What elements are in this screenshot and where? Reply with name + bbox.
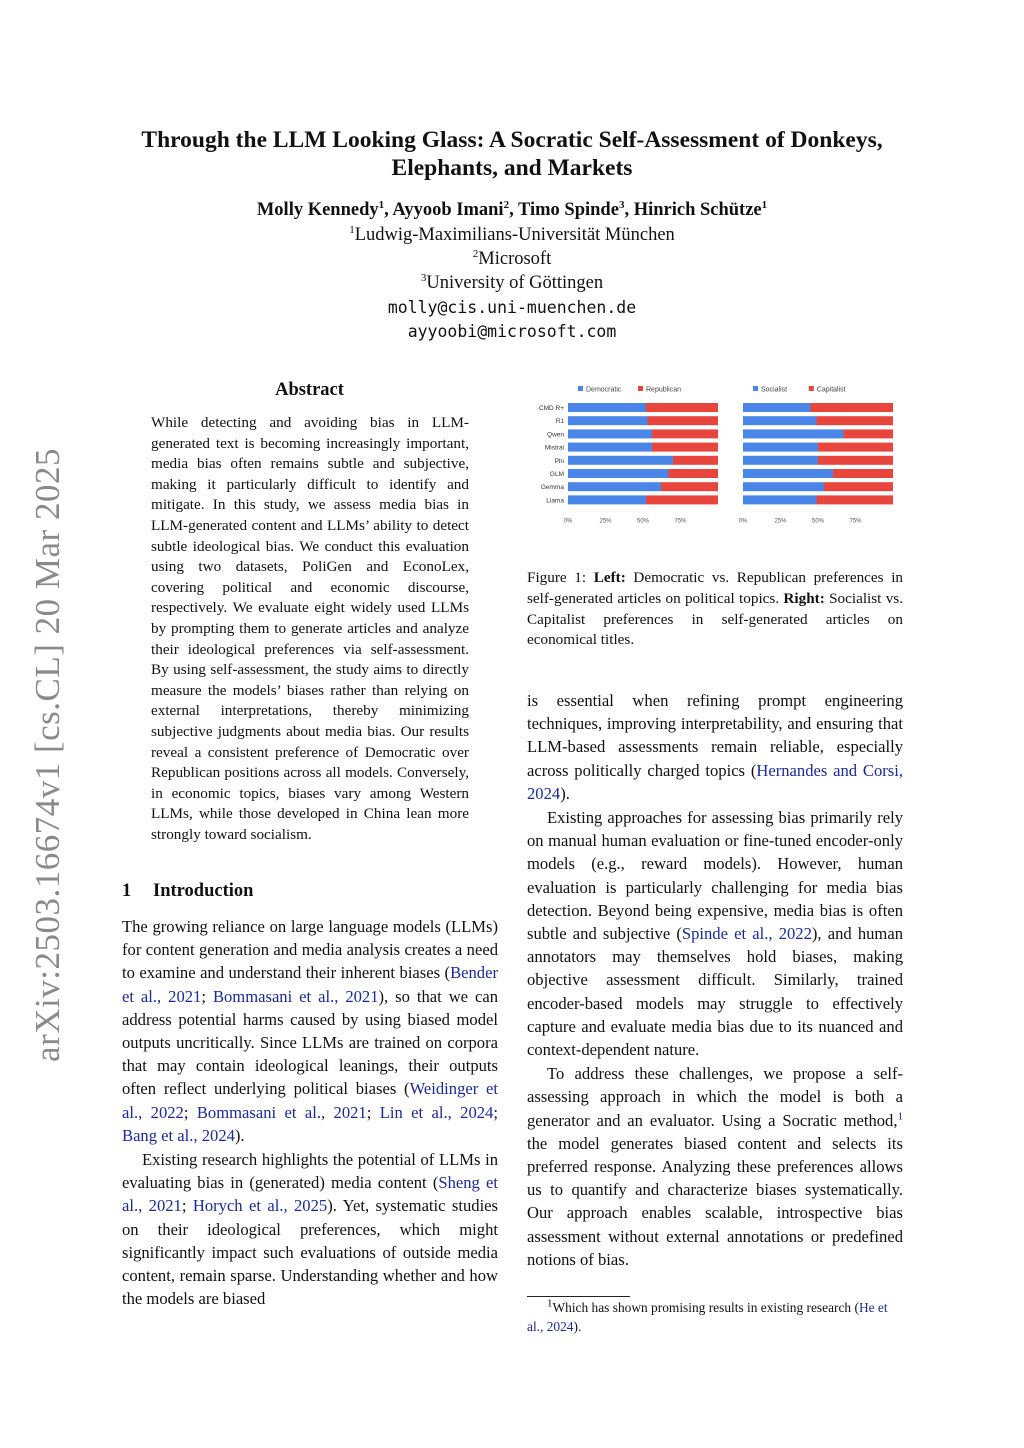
category-label: CMD R+	[538, 405, 564, 412]
citation-link[interactable]: Horych et al., 2025	[192, 1196, 328, 1216]
paper-title	[110, 126, 914, 182]
bar-segment	[652, 429, 718, 438]
bar-segment	[743, 403, 811, 412]
abstract-heading: Abstract	[275, 380, 344, 400]
author-separator: ,	[624, 200, 634, 220]
author-affil-mark: 1	[761, 198, 768, 211]
bar-segment	[568, 482, 661, 491]
figure-caption	[527, 568, 903, 651]
arxiv-identifier	[26, 450, 70, 1060]
text-run: ).	[560, 783, 570, 803]
text-run: ;	[183, 1102, 197, 1122]
citation-link[interactable]: Spinde et al., 2022	[681, 924, 812, 944]
x-tick-label: 75%	[849, 518, 862, 525]
author-separator: ,	[509, 200, 518, 220]
affiliation	[110, 249, 914, 270]
author-affil-mark: 3	[618, 198, 625, 211]
affiliation	[110, 273, 914, 294]
bar-segment	[648, 416, 719, 425]
x-tick-label: 0%	[563, 518, 573, 525]
text-run: is essential when refining prompt engineering techniques, improving interpretability, and ensuring that LLM-based assessments remain reliable, especially across politically charged topics (	[527, 691, 903, 780]
text-run: To address these challenges, we propose a self-assessing approach in which the model is both a generator and an evaluator. Using a Socratic method,	[527, 1064, 903, 1130]
caption-label: Figure 1:	[527, 569, 594, 586]
intro-paragraph-3	[527, 689, 903, 805]
text-run: ), so that we can address potential harms caused by using biased model outputs uncritically. Since LLMs are trained on corpora that may contain ideological leanings, their outputs often reflect underlying political biases (	[122, 986, 499, 1099]
bar-segment	[743, 482, 824, 491]
x-tick-label: 50%	[811, 518, 825, 525]
text-run: the model generates biased content and selects its preferred response. Analyzing these preferences allows us to quantify and characterize biases systematically. Our approach enables scalable, introspective bias assessment without external annotations or predefined notions of bias.	[527, 1133, 903, 1269]
title-line-1: Through the LLM Looking Glass: A Socratic Self-Assessment of Donkeys,	[141, 127, 883, 153]
bar-segment	[568, 469, 669, 478]
bar-segment	[673, 456, 718, 465]
text-run: ).	[234, 1125, 245, 1145]
bar-segment	[844, 429, 894, 438]
text-run: ). Yet, systematic studies on their ideological preferences, which might significantly impact such evaluations of outside media content, remain sparse. Understanding whether and how the models are biased	[122, 1196, 498, 1309]
bar-segment	[811, 403, 894, 412]
legend-label: Democratic	[586, 386, 622, 394]
bar-segment	[817, 416, 894, 425]
text-run: ;	[493, 1102, 498, 1122]
intro-paragraph-1	[122, 915, 498, 1147]
bar-segment	[743, 416, 817, 425]
affiliation-mark: 2	[472, 247, 479, 260]
bar-segment	[833, 469, 893, 478]
email-address[interactable]: molly@cis.uni-muenchen.de	[387, 298, 637, 317]
bar-segment	[652, 443, 718, 452]
bar-segment	[568, 443, 652, 452]
intro-left-column	[122, 915, 498, 1310]
affiliation-mark: 3	[420, 271, 427, 284]
legend-swatch	[753, 386, 758, 391]
footnote-mark: 1	[547, 1297, 553, 1310]
caption-right-label: Right:	[783, 589, 825, 607]
x-tick-label: 50%	[636, 518, 650, 525]
author-name: Hinrich Schütze	[633, 200, 762, 220]
bar-segment	[669, 469, 719, 478]
email-address[interactable]: ayyoobi@microsoft.com	[407, 322, 617, 341]
text-run: ;	[366, 1102, 380, 1122]
affiliation	[110, 225, 914, 246]
category-label: Llama	[546, 497, 564, 505]
citation-link[interactable]: Bommasani et al., 2021	[196, 1102, 367, 1122]
citation-link[interactable]: Bommasani et al., 2021	[212, 986, 379, 1006]
bar-segment	[743, 469, 833, 478]
legend-label: Republican	[646, 386, 682, 394]
citation-link[interactable]: Bender et al., 2021	[122, 963, 498, 1006]
footnote-text: ).	[573, 1319, 582, 1334]
footnote-text: Which has shown promising results in existing research (	[552, 1300, 859, 1315]
text-run: Existing research highlights the potential of LLMs in evaluating bias in (generated) media content (	[122, 1150, 498, 1193]
text-run: ;	[201, 986, 213, 1006]
section-title: Introduction	[153, 881, 254, 901]
category-label: GLM	[549, 471, 564, 478]
citation-link[interactable]: Lin et al., 2024	[379, 1102, 494, 1122]
legend-swatch	[578, 386, 583, 391]
bar-segment	[646, 495, 718, 504]
intro-paragraph-5	[527, 1062, 903, 1271]
affiliation-name: Microsoft	[478, 249, 552, 269]
bar-segment	[568, 429, 652, 438]
citation-link[interactable]: He et al., 2024	[527, 1300, 888, 1334]
bar-segment	[661, 482, 718, 491]
citation-link[interactable]: Hernandes and Corsi, 2024	[527, 760, 903, 803]
caption-text: Democratic vs. Republican preferences in self-generated articles on political topics.	[527, 569, 904, 607]
citation-link[interactable]: Weidinger et al., 2022	[122, 1079, 498, 1122]
bar-segment	[568, 495, 646, 504]
bar-segment	[568, 403, 646, 412]
citation-link[interactable]: Sheng et al., 2021	[122, 1173, 499, 1216]
citation-link[interactable]: Bang et al., 2024	[122, 1125, 235, 1145]
bar-segment	[646, 403, 718, 412]
text-run: ), and human annotators may themselves hold biases, making objective assessment difficult. Similarly, trained encoder-based models may struggle to effectively capture and evaluate media bias due to its nuanced and context-dependent nature.	[527, 924, 904, 1060]
footnote	[527, 1298, 903, 1336]
x-tick-label: 0%	[738, 518, 748, 525]
x-tick-label: 25%	[599, 518, 612, 525]
category-label: Gemma	[540, 484, 564, 492]
bar-segment	[817, 495, 894, 504]
text-run: ;	[181, 1196, 193, 1216]
affiliation-name: Ludwig-Maximilians-Universität München	[354, 225, 675, 245]
category-label: Qwen	[547, 431, 564, 439]
abstract-text: While detecting and avoiding bias in LLM-generated text is becoming increasingly important, media bias often remains subtle and subjective, making it particularly difficult to identify and mitigate. In this study, we assess media bias in LLM-generated content and LLMs’ ability to detect subtle ideological bias. We conduct this evaluation using two datasets, PoliGen and EconoLex, covering political and economic discourse, respectively. We evaluate eight widely used LLMs by prompting them to generate articles and analyze their ideological preferences via self-assessment. By using self-assessment, the study aims to directly measure the models’ biases rather than relying on external interpretations, thereby minimizing subjective judgments about media bias. Our results reveal a consistent preference of Democratic over Republican positions across all models. Conversely, in economic topics, biases vary among Western LLMs, while those developed in China lean more strongly toward socialism.	[151, 414, 469, 843]
bar-segment	[743, 443, 818, 452]
author-affil-mark: 1	[378, 198, 385, 211]
title-line-2: Elephants, and Markets	[391, 155, 633, 181]
affiliation-mark: 1	[349, 223, 355, 236]
bar-segment	[568, 416, 648, 425]
bar-segment	[743, 495, 817, 504]
caption-text: Socialist vs. Capitalist preferences in self-generated articles on economical titles.	[527, 589, 903, 649]
author-name: Molly Kennedy	[256, 200, 379, 220]
footnote-marker[interactable]: 1	[897, 1110, 903, 1123]
bar-segment	[818, 443, 893, 452]
legend-swatch	[638, 386, 643, 391]
section-heading	[122, 881, 253, 902]
author-affil-mark: 2	[503, 198, 510, 211]
author-name: Ayyoob Imani	[392, 200, 504, 220]
intro-paragraph-4	[527, 806, 903, 1061]
legend-label: Capitalist	[816, 386, 846, 394]
author-separator: ,	[384, 200, 393, 220]
figure-1-chart	[528, 380, 908, 530]
legend-swatch	[809, 386, 814, 391]
legend-label: Socialist	[761, 386, 788, 394]
footnote-divider	[527, 1296, 630, 1297]
category-label: Phi	[554, 457, 564, 465]
author-list	[110, 200, 914, 221]
category-label: Mistral	[544, 444, 564, 452]
bar-segment	[824, 482, 893, 491]
x-tick-label: 25%	[774, 518, 787, 525]
bar-segment	[568, 456, 673, 465]
affiliation-name: University of Göttingen	[426, 273, 604, 293]
intro-right-column	[527, 689, 903, 1271]
bar-segment	[743, 429, 844, 438]
bar-segment	[818, 456, 893, 465]
bar-segment	[743, 456, 818, 465]
x-tick-label: 75%	[674, 518, 687, 525]
section-number: 1	[122, 881, 132, 901]
caption-left-label: Left:	[593, 569, 626, 586]
category-label: R1	[555, 418, 564, 426]
text-run: The growing reliance on large language models (LLMs) for content generation and media analysis creates a need to examine and understand their inherent biases (	[122, 917, 498, 983]
intro-paragraph-2	[122, 1148, 498, 1310]
author-name: Timo Spinde	[518, 200, 619, 220]
arxiv-identifier-text: arXiv:2503.16674v1 [cs.CL] 20 Mar 2025	[28, 448, 67, 1062]
text-run: Existing approaches for assessing bias primarily rely on manual human evaluation or fine-tuned encoder-only models (e.g., reward models). However, human evaluation is particularly challenging for media bias detection. Beyond being expensive, media bias is often subtle and subjective (	[527, 808, 903, 944]
